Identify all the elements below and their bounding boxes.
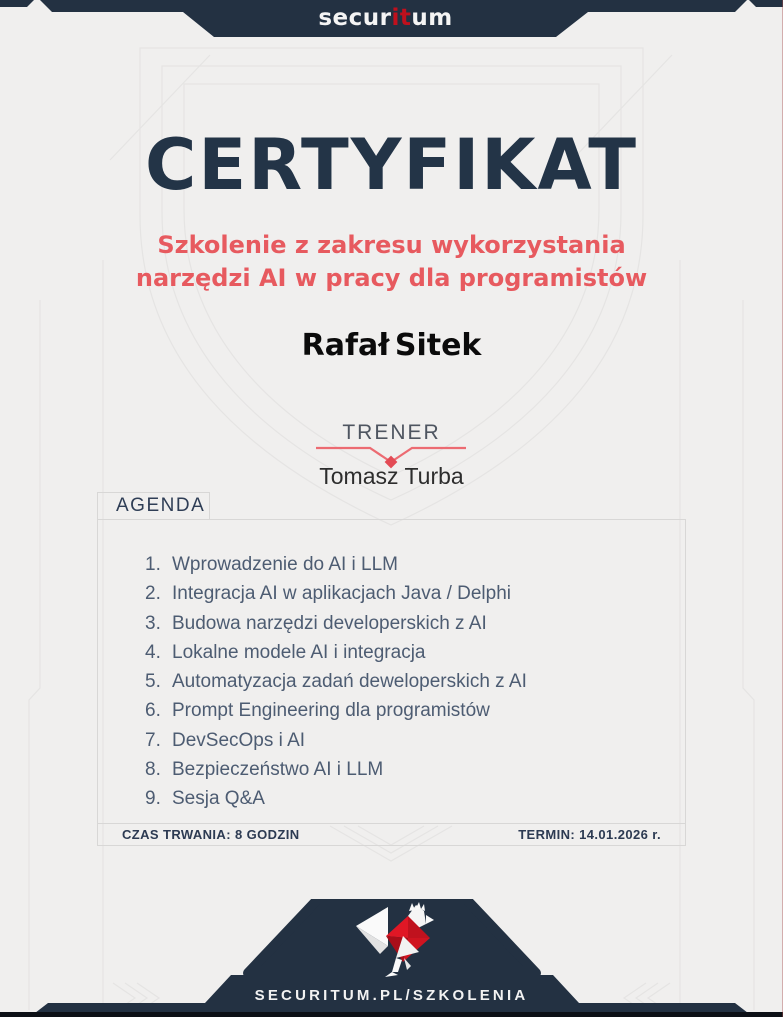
details-strip: [97, 824, 686, 846]
agenda-item-number: 4.: [145, 641, 161, 663]
agenda-item-number: 6.: [145, 700, 161, 722]
date-label: TERMIN: 14.01.2026 r.: [518, 827, 661, 842]
agenda-list: [145, 550, 675, 814]
agenda-item: [145, 667, 675, 696]
agenda-item-number: 8.: [145, 759, 161, 781]
agenda-item: [145, 638, 675, 667]
trainer-section-label: TRENER: [342, 421, 441, 444]
agenda-item-text: Automatyzacja zadań deweloperskich z AI: [172, 671, 527, 693]
agenda-item-number: 7.: [145, 729, 161, 751]
agenda-item: [145, 755, 675, 784]
agenda-item-text: Lokalne modele AI i integracja: [172, 641, 426, 663]
agenda-item: [145, 550, 675, 579]
securitum-logo: [183, 0, 588, 37]
agenda-box: [97, 519, 686, 824]
certificate-title: CERTYFIKAT: [145, 124, 638, 206]
duration-label: CZAS TRWANIA: 8 GODZIN: [122, 827, 300, 842]
agenda-item-text: DevSecOps i AI: [172, 729, 306, 751]
agenda-item: [145, 784, 675, 813]
agenda-item-text: Sesja Q&A: [172, 788, 265, 810]
logo-text-prefix: secur: [318, 5, 392, 31]
agenda-item-text: Integracja AI w aplikacjach Java / Delphi: [172, 583, 512, 605]
agenda-item-number: 2.: [145, 583, 161, 605]
agenda-item-number: 9.: [145, 788, 161, 810]
agenda-item-text: Prompt Engineering dla programistów: [172, 700, 490, 722]
agenda-item-text: Wprowadzenie do AI i LLM: [172, 554, 399, 575]
logo-text-highlight: it: [391, 5, 412, 31]
logo-text-suffix: um: [411, 5, 453, 31]
agenda-item: [145, 609, 675, 638]
agenda-item-number: 1.: [145, 554, 161, 575]
agenda-item-text: Budowa narzędzi developerskich z AI: [172, 612, 487, 634]
footer-url: SECURITUM.PL/SZKOLENIA: [254, 987, 529, 1004]
agenda-item-number: 3.: [145, 612, 161, 634]
trainer-name: Tomasz Turba: [319, 463, 464, 489]
agenda-item: [145, 696, 675, 725]
subtitle-line-2: narzędzi AI w pracy dla programistów: [135, 264, 648, 292]
agenda-item-number: 5.: [145, 671, 161, 693]
agenda-label-tab: AGENDA: [97, 492, 210, 519]
recipient-name: Rafał Sitek: [301, 328, 482, 363]
training-subtitle: [0, 229, 783, 295]
agenda-item: [145, 726, 675, 755]
agenda-item: [145, 579, 675, 608]
agenda-item-text: Bezpieczeństwo AI i LLM: [172, 759, 384, 781]
subtitle-line-1: Szkolenie z zakresu wykorzystania: [157, 231, 626, 259]
